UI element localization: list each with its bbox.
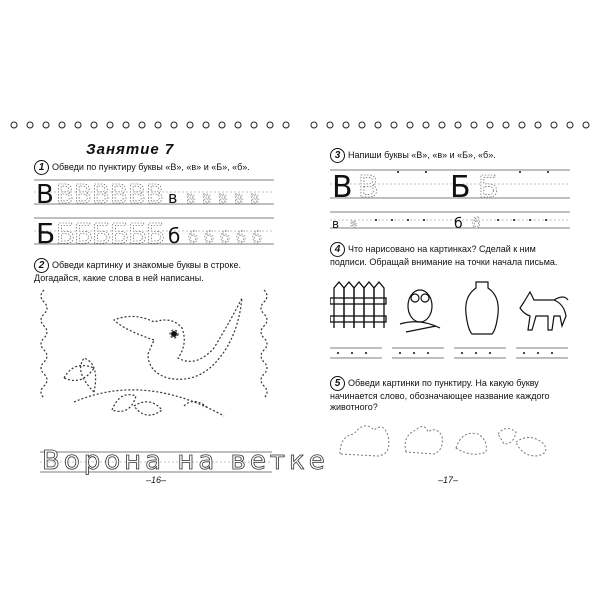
fence-icon <box>330 282 386 328</box>
svg-text:Б: Б <box>36 217 56 246</box>
svg-text:Б: Б <box>74 217 94 246</box>
svg-text:б: б <box>252 228 262 246</box>
lesson-title: Занятие 7 <box>86 141 175 158</box>
task-number: 2 <box>34 258 49 273</box>
writing-row-upper[interactable] <box>330 168 570 200</box>
vase-icon <box>466 282 499 334</box>
tracing-row-B[interactable] <box>34 178 274 206</box>
svg-text:Б: Б <box>92 217 112 246</box>
svg-text:Б: Б <box>56 217 76 246</box>
tracing-row-Be[interactable] <box>34 216 274 246</box>
task-4 <box>330 242 570 268</box>
task-text: Напиши буквы «В», «в» и «Б», «б». <box>348 149 496 160</box>
task-text: Обведи по пунктиру буквы «В», «в» и «Б», «б». <box>52 161 250 172</box>
svg-text:В: В <box>146 180 164 206</box>
page-number-left: –16– <box>146 475 167 485</box>
page-number-right: –17– <box>438 475 459 485</box>
svg-text:Б: Б <box>128 217 148 246</box>
svg-text:в: в <box>234 188 244 206</box>
pictures-row <box>330 276 570 336</box>
task-text: Обведи картинки по пунктиру. На какую букву начинается слово, обозначающее название каждого животного? <box>330 377 550 412</box>
svg-text:в: в <box>350 217 358 230</box>
task-2 <box>34 258 264 284</box>
svg-text:в: в <box>250 188 260 206</box>
task-number: 3 <box>330 148 345 163</box>
label-lines[interactable] <box>330 346 570 360</box>
task-text: Обведи картинку и знакомые буквы в строке. Догадайся, какие слова в ней написаны. <box>34 259 241 283</box>
svg-text:в: в <box>218 188 228 206</box>
svg-text:б: б <box>472 216 481 230</box>
owl-icon <box>400 290 440 332</box>
svg-text:в: в <box>202 188 212 206</box>
svg-text:в: в <box>168 188 178 206</box>
crow-on-branch-icon[interactable] <box>34 282 274 432</box>
task-text: Что нарисовано на картинках? Сделай к ним подписи. Обращай внимание на точки начала письма. <box>330 243 558 267</box>
animal-tracing-pictures[interactable] <box>336 418 560 462</box>
svg-text:В: В <box>128 180 146 206</box>
phrase-text[interactable]: Ворона на ветке <box>42 446 329 476</box>
wolf-icon <box>520 292 568 330</box>
svg-text:б: б <box>168 224 181 246</box>
task-1 <box>34 160 284 175</box>
svg-text:В: В <box>110 180 128 206</box>
svg-text:Б: Б <box>110 217 130 246</box>
svg-text:Б: Б <box>450 170 471 200</box>
svg-text:б: б <box>236 228 246 246</box>
task-number: 4 <box>330 242 345 257</box>
svg-text:В: В <box>74 180 92 206</box>
svg-text:б: б <box>204 228 214 246</box>
svg-text:в: в <box>332 217 340 230</box>
svg-text:В: В <box>332 170 353 200</box>
decorative-dot-border <box>8 118 592 130</box>
svg-text:в: в <box>186 188 196 206</box>
task-3 <box>330 148 570 163</box>
svg-text:В: В <box>358 170 379 200</box>
svg-text:В: В <box>36 180 54 206</box>
task-number: 1 <box>34 160 49 175</box>
svg-text:В: В <box>56 180 74 206</box>
task-number: 5 <box>330 376 345 391</box>
svg-text:б: б <box>220 228 230 246</box>
task-5 <box>330 376 570 413</box>
svg-text:Б: Б <box>146 217 166 246</box>
svg-text:Б: Б <box>478 170 499 200</box>
svg-text:б: б <box>188 228 198 246</box>
svg-text:В: В <box>92 180 110 206</box>
writing-row-lower[interactable] <box>330 210 570 230</box>
svg-text:б: б <box>454 216 463 230</box>
